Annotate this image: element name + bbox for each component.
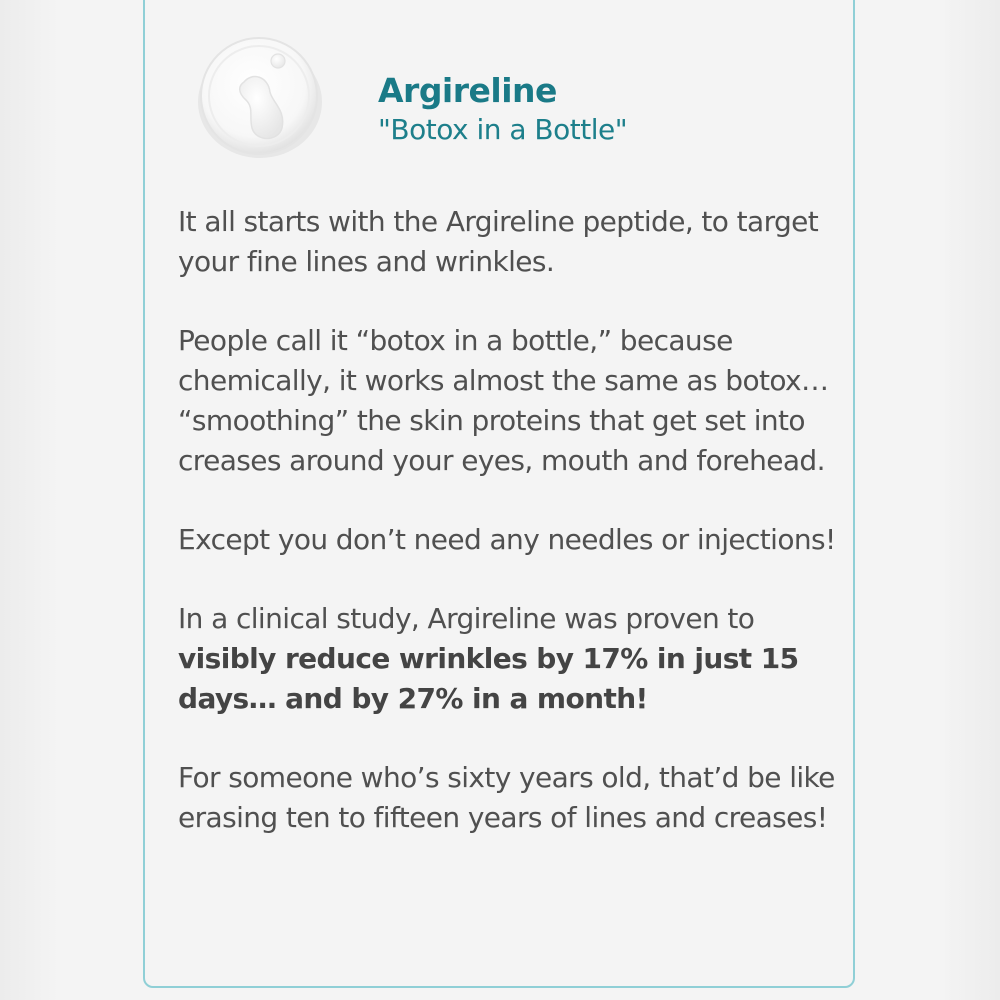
paragraph-sixty: For someone who’s sixty years old, that’d be like erasing ten to fifteen years of lines and creases! [178,761,835,834]
ingredient-description [178,202,838,838]
paragraph-intro: It all starts with the Argireline peptide, to target your fine lines and wrinkles. [178,205,819,278]
ingredient-title: Argireline [378,71,557,110]
paragraph-needles: Except you don’t need any needles or injections! [178,523,836,556]
clinical-study-highlight: visibly reduce wrinkles by 17% in just 15 days… and by 27% in a month! [178,642,799,715]
ingredient-subtitle: "Botox in a Bottle" [378,113,628,146]
serum-drop-badge-icon [194,36,328,160]
paragraph-botox: People call it “botox in a bottle,” because chemically, it works almost the same as botox… “smoothing” the skin proteins that get set into creases around your eyes, mouth and forehead. [178,324,829,477]
clinical-study-text: In a clinical study, Argireline was proven to [178,602,755,635]
ingredient-header [378,70,627,148]
paragraph-clinical-study [178,599,838,719]
